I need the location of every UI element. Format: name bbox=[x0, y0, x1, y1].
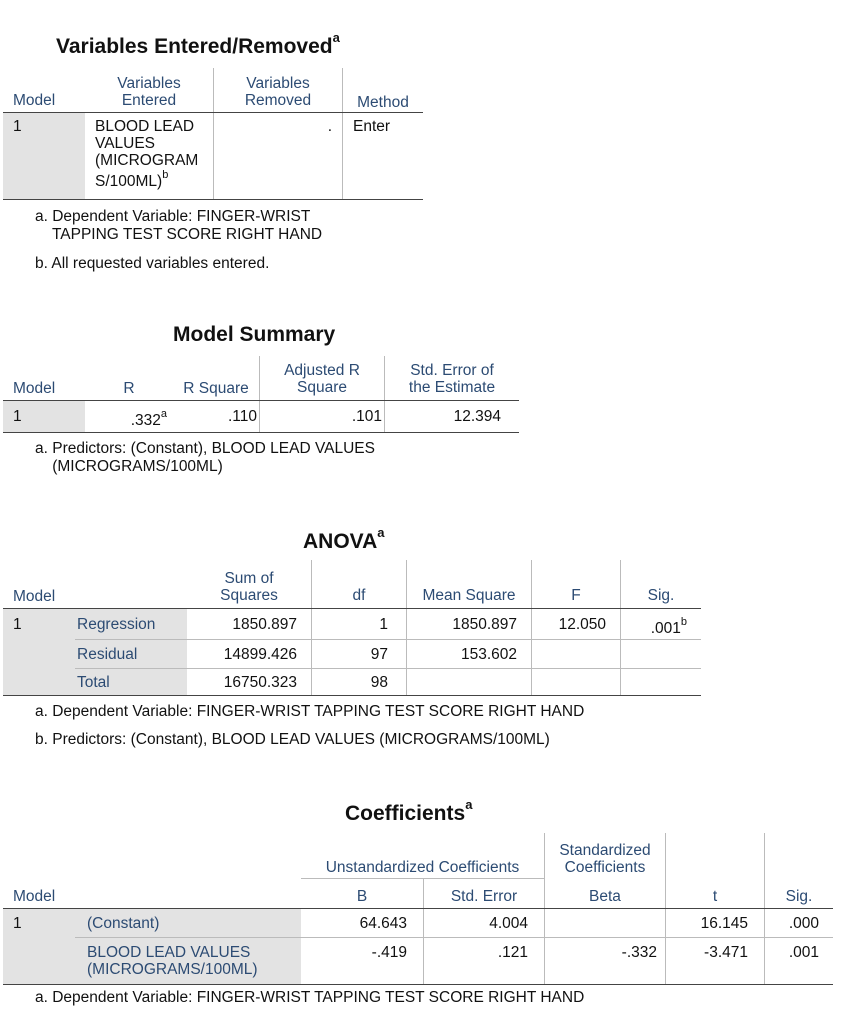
ms-hdr-r: R bbox=[85, 356, 173, 400]
anova-hdr-sig: Sig. bbox=[621, 560, 702, 608]
anova-row-ss: 14899.426 bbox=[187, 639, 312, 668]
ms-title: Model Summary bbox=[173, 323, 336, 346]
coef-row-b: -.419 bbox=[301, 937, 424, 984]
anova-row-ms: 1850.897 bbox=[407, 608, 532, 639]
ver-hdr-method: Method bbox=[343, 68, 424, 112]
coef-row-se: .121 bbox=[424, 937, 545, 984]
ver-note-b: b. All requested variables entered. bbox=[35, 255, 270, 272]
coef-title-sup: a bbox=[465, 797, 473, 812]
ms-r-sup: a bbox=[160, 407, 167, 420]
coef-row-sig: .000 bbox=[765, 908, 834, 937]
ver-hdr-entered: Variables Entered bbox=[85, 68, 214, 112]
coef-hdr-b: B bbox=[301, 878, 424, 908]
anova-note-a: a. Dependent Variable: FINGER-WRIST TAPPING TEST SCORE RIGHT HAND bbox=[35, 703, 585, 720]
ms-hdr-rsq: R Square bbox=[173, 356, 260, 400]
ms-row-r bbox=[85, 400, 173, 432]
ms-table bbox=[3, 356, 519, 433]
coef-hdr-t: t bbox=[666, 878, 765, 908]
anova-row-df: 97 bbox=[312, 639, 407, 668]
coef-hdr-sig-top bbox=[765, 833, 834, 878]
ms-row-adj: .101 bbox=[260, 400, 385, 432]
coef-hdr-se: Std. Error bbox=[424, 878, 545, 908]
ms-hdr-adj: Adjusted R Square bbox=[260, 356, 385, 400]
coef-hdr-std: Standardized Coefficients bbox=[545, 833, 666, 878]
coef-title-text: Coefficients bbox=[345, 802, 466, 825]
anova-hdr-f: F bbox=[532, 560, 621, 608]
anova-hdr-ms: Mean Square bbox=[407, 560, 532, 608]
anova-row-f bbox=[532, 668, 621, 695]
anova-row-ss: 1850.897 bbox=[187, 608, 312, 639]
coef-row-beta: -.332 bbox=[545, 937, 666, 984]
anova-row-df: 1 bbox=[312, 608, 407, 639]
ver-entered-sup: b bbox=[162, 168, 169, 181]
coef-hdr-blank bbox=[3, 833, 301, 878]
anova-title bbox=[303, 525, 385, 554]
coef-row-b: 64.643 bbox=[301, 908, 424, 937]
anova-row-f bbox=[532, 639, 621, 668]
ver-hdr-model: Model bbox=[3, 68, 85, 112]
ver-row-removed: . bbox=[214, 112, 343, 199]
anova-hdr-model: Model bbox=[3, 560, 187, 608]
ms-r-value: .332 bbox=[130, 411, 161, 429]
coef-note-a: a. Dependent Variable: FINGER-WRIST TAPPING TEST SCORE RIGHT HAND bbox=[35, 989, 585, 1006]
coef-hdr-model: Model bbox=[3, 878, 301, 908]
anova-row-sig bbox=[621, 668, 702, 695]
coef-row-se: 4.004 bbox=[424, 908, 545, 937]
ver-table bbox=[3, 68, 423, 200]
anova-row-ms: 153.602 bbox=[407, 639, 532, 668]
anova-hdr-df: df bbox=[312, 560, 407, 608]
anova-title-sup: a bbox=[377, 525, 385, 540]
coef-row-t: -3.471 bbox=[666, 937, 765, 984]
anova-row-ms bbox=[407, 668, 532, 695]
ms-note-a: a. Predictors: (Constant), BLOOD LEAD VALUES (MICROGRAMS/100ML) bbox=[35, 440, 375, 475]
ver-row-model: 1 bbox=[3, 112, 85, 199]
anova-row-sig bbox=[621, 639, 702, 668]
anova-row-name: Total bbox=[75, 668, 187, 695]
anova-row-ss: 16750.323 bbox=[187, 668, 312, 695]
ver-title bbox=[56, 30, 340, 59]
ms-hdr-model: Model bbox=[3, 356, 85, 400]
anova-table bbox=[3, 560, 701, 696]
anova-title-text: ANOVA bbox=[303, 530, 378, 553]
ver-row-method: Enter bbox=[343, 112, 424, 199]
coef-title bbox=[345, 797, 473, 826]
coef-row-name: BLOOD LEAD VALUES (MICROGRAMS/100ML) bbox=[75, 937, 301, 984]
coef-hdr-t-top bbox=[666, 833, 765, 878]
anova-row-name: Regression bbox=[75, 608, 187, 639]
ver-hdr-removed: Variables Removed bbox=[214, 68, 343, 112]
coef-model: 1 bbox=[3, 908, 75, 984]
coef-row-sig: .001 bbox=[765, 937, 834, 984]
anova-hdr-ss: Sum of Squares bbox=[187, 560, 312, 608]
anova-model: 1 bbox=[3, 608, 75, 695]
coef-row-beta bbox=[545, 908, 666, 937]
coef-hdr-beta: Beta bbox=[545, 878, 666, 908]
anova-row-f: 12.050 bbox=[532, 608, 621, 639]
coef-hdr-unstd: Unstandardized Coefficients bbox=[301, 833, 545, 878]
coef-table bbox=[3, 833, 833, 985]
ver-title-sup: a bbox=[332, 30, 340, 45]
anova-sig-sup: b bbox=[680, 615, 687, 628]
coef-row-name: (Constant) bbox=[75, 908, 301, 937]
ver-row-entered bbox=[85, 112, 214, 199]
ms-row-rsq: .110 bbox=[173, 400, 260, 432]
anova-row-sig bbox=[621, 608, 702, 639]
anova-note-b: b. Predictors: (Constant), BLOOD LEAD VALUES (MICROGRAMS/100ML) bbox=[35, 731, 550, 748]
anova-row-name: Residual bbox=[75, 639, 187, 668]
ms-hdr-se: Std. Error of the Estimate bbox=[385, 356, 520, 400]
ms-row-se: 12.394 bbox=[385, 400, 520, 432]
ver-entered-text: BLOOD LEAD VALUES (MICROGRAM S/100ML) bbox=[95, 117, 199, 190]
anova-row-df: 98 bbox=[312, 668, 407, 695]
coef-hdr-sig: Sig. bbox=[765, 878, 834, 908]
ver-note-a: a. Dependent Variable: FINGER-WRIST TAPPING TEST SCORE RIGHT HAND bbox=[35, 208, 323, 243]
anova-sig-value: .001 bbox=[650, 619, 681, 637]
ver-title-text: Variables Entered/Removed bbox=[56, 35, 333, 58]
coef-row-t: 16.145 bbox=[666, 908, 765, 937]
ms-row-model: 1 bbox=[3, 400, 85, 432]
